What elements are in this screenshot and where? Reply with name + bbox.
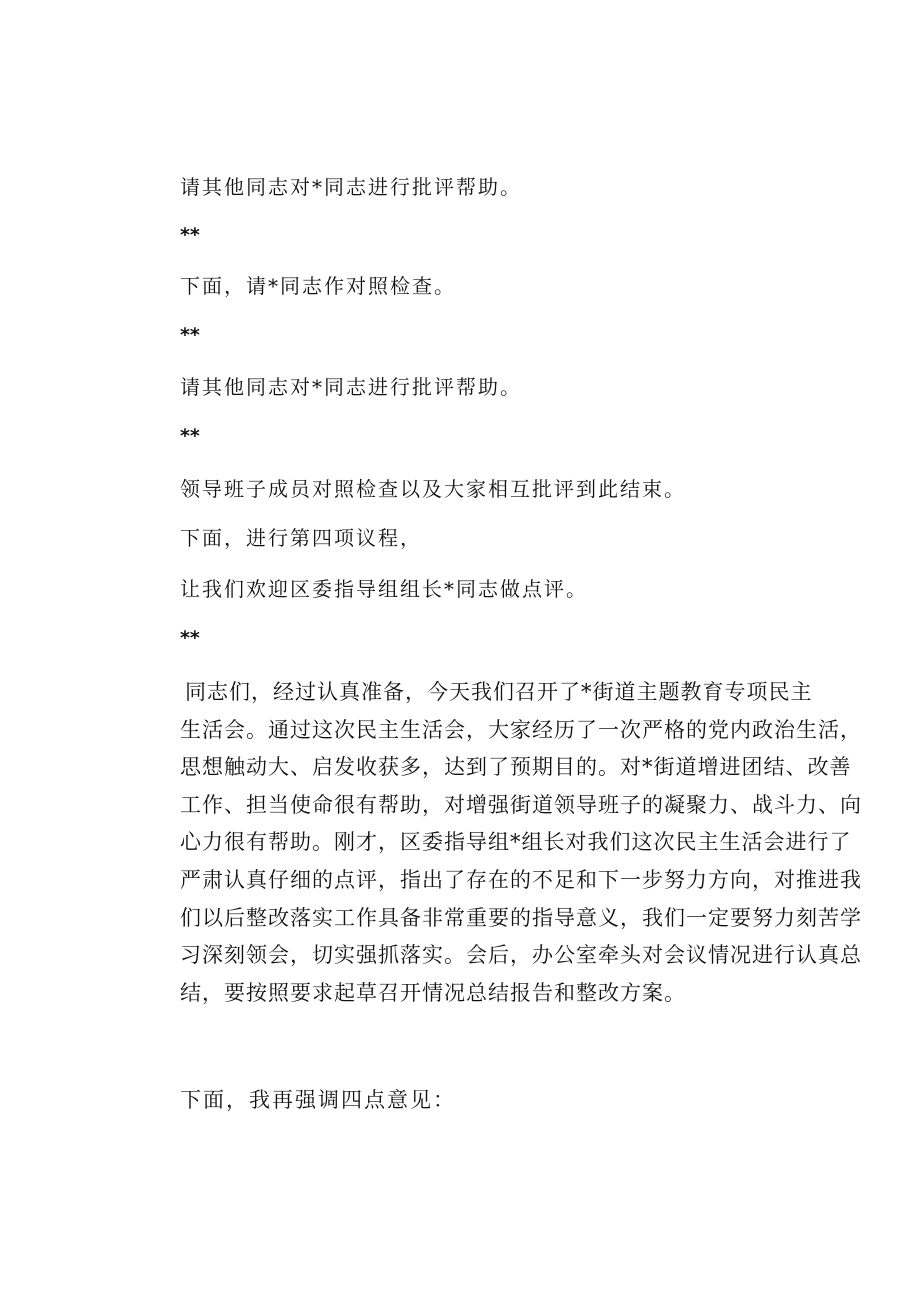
separator-stars: **	[180, 324, 200, 346]
separator-stars: **	[180, 425, 200, 447]
text-line: 让我们欢迎区委指导组组长*同志做点评。	[180, 577, 588, 601]
paragraph-line: 工作、担当使命很有帮助，对增强街道领导班子的凝聚力、战斗力、向	[180, 792, 862, 817]
closing-line: 下面，我再强调四点意见：	[180, 1088, 456, 1112]
paragraph-line: 习深刻领会，切实强抓落实。会后，办公室牵头对会议情况进行认真总	[180, 943, 862, 968]
separator-stars: **	[180, 627, 200, 649]
paragraph-line: 心力很有帮助。刚才，区委指导组*组长对我们这次民主生活会进行了	[180, 830, 852, 855]
paragraph-line: 严肃认真仔细的点评，指出了存在的不足和下一步努力方向，对推进我	[180, 867, 862, 892]
paragraph-line: 们以后整改落实工作具备非常重要的指导意义，我们一定要努力刻苦学	[180, 905, 862, 930]
text-line: 请其他同志对*同志进行批评帮助。	[180, 375, 522, 399]
paragraph-line: 同志们，经过认真准备，今天我们召开了*街道主题教育专项民主	[185, 680, 813, 704]
text-line: 领导班子成员对照检查以及大家相互批评到此结束。	[180, 477, 686, 501]
paragraph-line: 结，要按照要求起草召开情况总结报告和整改方案。	[180, 980, 686, 1005]
paragraph-line: 生活会。通过这次民主生活会，大家经历了一次严格的党内政治生活，	[180, 717, 862, 742]
text-line: 下面，请*同志作对照检查。	[180, 274, 456, 298]
text-line: 下面，进行第四项议程，	[180, 526, 422, 550]
body-paragraph	[180, 674, 862, 1012]
text-line: 请其他同志对*同志进行批评帮助。	[180, 175, 522, 199]
separator-stars: **	[180, 224, 200, 246]
paragraph-line: 思想触动大、启发收获多，达到了预期目的。对*街道增进团结、改善	[180, 755, 852, 780]
